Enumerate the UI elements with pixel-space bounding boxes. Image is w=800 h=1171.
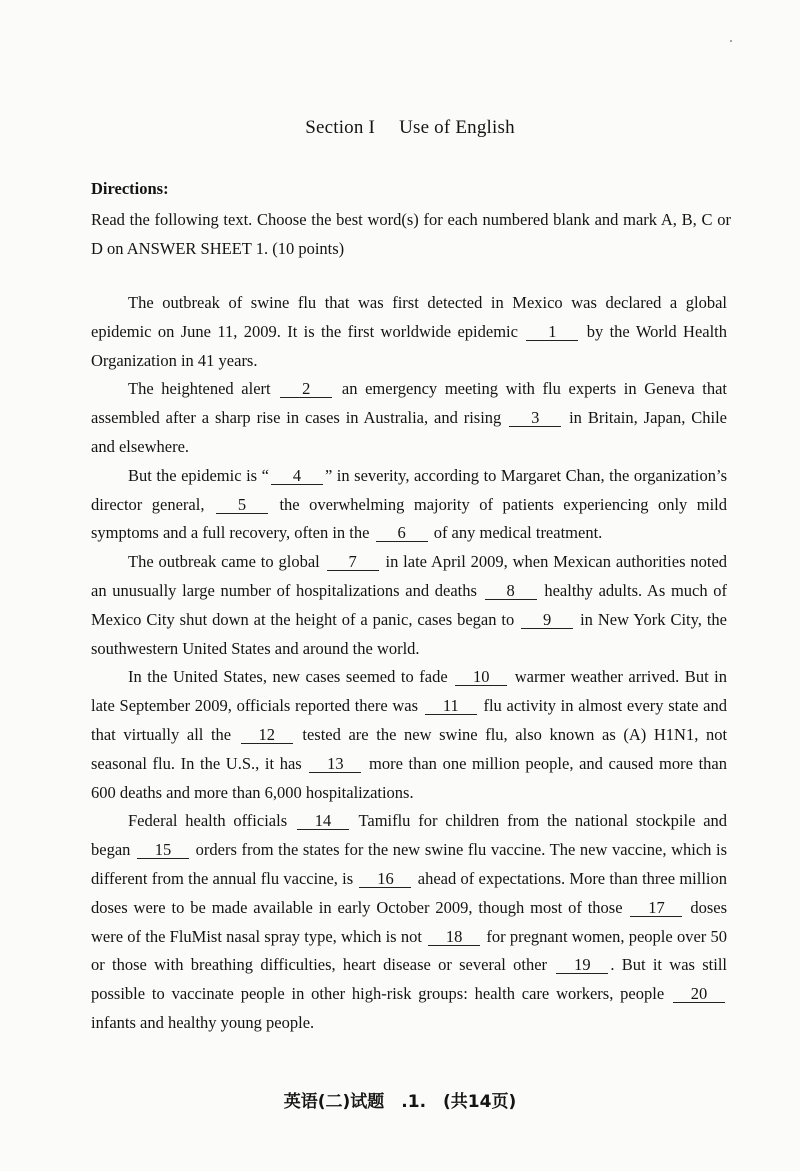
blank-20: 20 xyxy=(673,985,725,1003)
blank-8: 8 xyxy=(485,582,537,600)
page-footer: 英语(二)试题 .1. (共14页) xyxy=(283,1092,517,1112)
blank-9: 9 xyxy=(521,611,573,629)
paragraph-6: Federal health officials 14 Tamiflu for children from the national stockpile and began 15 orders from the states for the new swine flu vaccine. The new vaccine, which is different from the annual flu vaccine, is 16 ahead of expectations. More than three million doses were to be made available in early October 2009, though most of those 17 doses were of the FluMist nasal spray type, which is not 18 for pregnant women, people over 50 or those with breathing difficulties, heart disease or several other 19 . But it was still possible to vaccinate people in other high-risk groups: health care workers, people 20 infants and healthy young people. xyxy=(91,811,728,1032)
blank-10: 10 xyxy=(455,668,507,686)
blank-6: 6 xyxy=(376,524,428,542)
blank-16: 16 xyxy=(359,870,411,888)
blank-13: 13 xyxy=(309,755,361,773)
blank-14: 14 xyxy=(297,812,349,830)
blank-1: 1 xyxy=(526,323,578,341)
paragraph-2: The heightened alert 2 an emergency meeting with flu experts in Geneva that assembled after a sharp rise in cases in Australia, and rising 3 in Britain, Japan, Chile and elsewhere. xyxy=(91,379,728,456)
blank-4: 4 xyxy=(271,467,323,485)
directions-heading: Directions: xyxy=(91,179,169,198)
blank-19: 19 xyxy=(556,956,608,974)
paragraph-1: The outbreak of swine flu that was first detected in Mexico was declared a global epidemic on June 11, 2009. It is the first worldwide epidemic 1 by the World Health Organization in 41 years. xyxy=(91,293,728,370)
blank-3: 3 xyxy=(509,409,561,427)
passage xyxy=(91,289,727,1038)
scan-speck xyxy=(730,40,732,42)
blank-18: 18 xyxy=(428,928,480,946)
blank-15: 15 xyxy=(137,841,189,859)
directions-text: Read the following text. Choose the best word(s) for each numbered blank and mark A, B, C or D on ANSWER SHEET 1. (10 points) xyxy=(91,210,731,258)
blank-12: 12 xyxy=(241,726,293,744)
paragraph-4: The outbreak came to global 7 in late April 2009, when Mexican authorities noted an unusually large number of hospitalizations and deaths 8 healthy adults. As much of Mexico City shut down at the height of a panic, cases began to 9 in New York City, the southwestern United States and around the world. xyxy=(91,552,728,658)
blank-5: 5 xyxy=(216,496,268,514)
blank-7: 7 xyxy=(327,553,379,571)
paragraph-3: But the epidemic is “ 4 ” in severity, according to Margaret Chan, the organization’s director general, 5 the overwhelming majority of patients experiencing only mild symptoms and a full recovery, often in the 6 of any medical treatment. xyxy=(91,465,728,543)
blank-11: 11 xyxy=(425,697,477,715)
blank-17: 17 xyxy=(630,899,682,917)
section-title xyxy=(0,117,800,139)
section-number: Section I xyxy=(305,117,376,138)
section-subject: Use of English xyxy=(399,117,515,138)
paragraph-5: In the United States, new cases seemed to fade 10 warmer weather arrived. But in late September 2009, officials reported there was 11 flu activity in almost every state and that virtually all the 12 tested are the new swine flu, also known as (A) H1N1, not seasonal flu. In the U.S., it has 13 more than one million people, and caused more than 600 deaths and more than 6,000 hospitalizations. xyxy=(91,667,728,802)
blank-2: 2 xyxy=(280,380,332,398)
